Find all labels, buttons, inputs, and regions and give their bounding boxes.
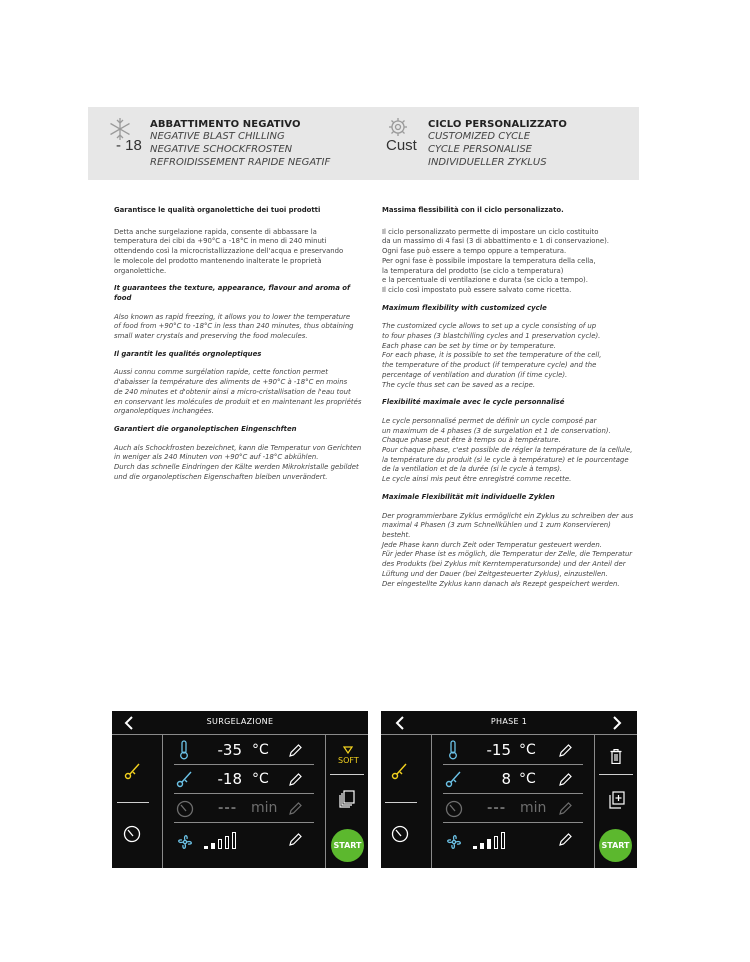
edit-pencil-icon[interactable]	[559, 773, 572, 786]
header-left-de: NEGATIVE SCHOCKFROSTEN	[150, 144, 293, 155]
header-band	[88, 107, 639, 180]
add-phase-icon[interactable]	[609, 791, 625, 809]
time-value: ---	[218, 801, 238, 816]
icon-label: Cust	[386, 137, 417, 154]
header-right-en: CUSTOMIZED CYCLE	[428, 131, 531, 142]
air-temp-value[interactable]: -15	[486, 741, 511, 759]
fan-level-bar	[473, 846, 477, 849]
it-heading: Massima flessibilità con il ciclo personalizzato.	[382, 206, 564, 214]
timer-icon[interactable]	[123, 825, 141, 843]
de-body: Der programmierbare Zyklus ermöglicht ein Zyklus zu schreiben der aus maximal 4 Phasen (3 zum Schnellkühlen und 1 zum Konservieren) besteht. Jede Phase kann durch Zeit oder Temperatur gesteuert werden. Für jeder Phase ist es möglich, die Temperatur der Zelle, die Temperatur des Produkts (bei Zyklus mit Kerntemperatursonde) und der Anteil der Lüftung und der Dauer (bei Zeitgesteuerter Zyklus), einzustellen. Der eingestellte Zyklus kann danach als Rezept gespeichert werden.	[382, 511, 634, 588]
header-left-fr: REFROIDISSEMENT RAPIDE NEGATIF	[150, 157, 331, 168]
icon-label: - 18	[116, 137, 142, 154]
fan-level-bar	[487, 839, 491, 849]
timer-icon	[445, 800, 463, 818]
start-button[interactable]: START	[331, 829, 364, 862]
header-right-title: CICLO PERSONALIZZATO	[428, 119, 567, 130]
core-probe-icon	[176, 770, 194, 788]
en-body: The customized cycle allows to set up a cycle consisting of up to four phases (3 blastchilling cycles and 1 preservation cycle). Each phase can be set by time or by temperature. For each phase, it is possible to set the temperature of the cell, the temperature of the product (if temperature cycle) and the percentage of ventilation and duration (if time cycle). The cycle thus set can be saved as a recipe.	[382, 322, 602, 389]
chevron-right-icon[interactable]	[612, 716, 622, 730]
air-temp-value[interactable]: -35	[217, 741, 242, 759]
edit-pencil-icon[interactable]	[559, 833, 572, 846]
fan-icon	[175, 832, 195, 852]
fan-level-bar	[211, 843, 215, 850]
time-unit: min	[251, 800, 278, 816]
right-text-column	[382, 206, 637, 597]
header-right-fr: CYCLE PERSONALISE	[428, 144, 532, 155]
gear-cust-icon	[384, 115, 428, 159]
start-button[interactable]: START	[599, 829, 632, 862]
fr-body: Le cycle personnalisé permet de définir un cycle composé par un maximum de 4 phases (3 de surgelation et 1 de conservation). Chaque phase peut être à temps ou à température. Pour chaque phase, c'est possible de régler la température de la cellule, la température du produit (si le cycle à température) et le pourcentage de la ventilation et de la durée (si le cycle à temps). Le cycle ainsi mis peut être enregistré comme recette.	[382, 416, 633, 484]
device-screen-surgelazione	[112, 711, 368, 868]
air-temp-unit: °C	[519, 742, 536, 758]
divider	[325, 734, 326, 868]
probe-temp-unit: °C	[252, 771, 269, 787]
fr-body: Aussi connu comme surgélation rapide, cette fonction permet d'abaisser la température des aliments de +90°C à -18°C en moins de 240 minutes et d'obtenir ainsi a micro-cristallisation de l'eau tout en conservant les molécules de produit et en maintenant les propriétés organoleptiques inchangées.	[114, 368, 362, 416]
fan-level-bar	[501, 832, 505, 849]
header-left-title: ABBATTIMENTO NEGATIVO	[150, 119, 301, 130]
de-body: Auch als Schockfrosten bezeichnet, kann die Temperatur von Gerichten in weniger als 240 Minuten von +90°C auf -18°C abkühlen. Durch das schnelle Eindringen der Kälte werden Mikrokristalle gebildet und die organoleptischen Eigenschaften bleiben unverändert.	[114, 443, 362, 481]
divider	[112, 734, 368, 735]
fan-level-bar	[225, 836, 229, 850]
divider	[443, 822, 583, 823]
screen-title: PHASE 1	[490, 717, 528, 726]
snowflake-minus-18-icon	[106, 115, 150, 159]
divider	[431, 734, 432, 868]
time-unit: min	[520, 800, 547, 816]
core-probe-icon	[445, 770, 463, 788]
thermometer-icon	[179, 740, 189, 760]
timer-icon	[176, 800, 194, 818]
fan-level-bar	[204, 846, 208, 849]
fan-speed-bars[interactable]	[204, 832, 244, 849]
fan-level-bar	[480, 843, 484, 850]
divider	[117, 802, 149, 803]
fan-level-bar	[232, 832, 236, 849]
soft-mode-button[interactable]: SOFT	[338, 756, 359, 765]
divider	[330, 774, 364, 775]
fan-level-bar	[218, 839, 222, 849]
en-heading: It guarantees the texture, appearance, flavour and aroma of food	[114, 284, 351, 302]
edit-pencil-icon	[289, 802, 302, 815]
it-heading: Garantisce le qualità organolettiche dei tuoi prodotti	[114, 206, 321, 214]
it-body: Detta anche surgelazione rapida, consente di abbassare la temperatura dei cibi da +90°C a -18°C in meno di 240 minuti ottendendo così la microcristallizzazione dell'acqua e preservando le molecole del prodotto mantenendo inalterate le proprietà organolettiche.	[114, 227, 344, 275]
timer-icon[interactable]	[391, 825, 409, 843]
en-heading: Maximum flexibility with customized cycle	[382, 303, 547, 312]
it-body: Il ciclo personalizzato permette di impostare un ciclo costituito da un massimo di 4 fasi (3 di abbattimento e 1 di conservazione). Ogni fase può essere a tempo oppure a temperatura. Per ogni fase è possibile impostare la temperatura della cella, la temperatura del prodotto (se ciclo a temperatura) e la percentuale di ventilazione e durata (se ciclo a tempo). Il ciclo così impostato può essere salvato come ricetta.	[382, 227, 609, 294]
header-left-en: NEGATIVE BLAST CHILLING	[150, 131, 285, 142]
soft-triangle-icon	[343, 746, 353, 754]
trash-icon[interactable]	[610, 749, 622, 764]
divider	[443, 764, 583, 765]
divider	[174, 764, 314, 765]
fan-speed-bars[interactable]	[473, 832, 513, 849]
de-heading: Garantiert die organoleptischen Eingenschften	[114, 424, 297, 433]
screen-title: SURGELAZIONE	[206, 717, 274, 726]
de-heading: Maximale Flexibilität mit individuelle Zyklen	[382, 492, 555, 501]
fr-heading: Il garantit les qualités orgnoleptiques	[114, 349, 262, 358]
time-value: ---	[487, 801, 507, 816]
edit-pencil-icon	[559, 802, 572, 815]
probe-temp-value[interactable]: 8	[501, 770, 511, 788]
fan-level-bar	[494, 836, 498, 850]
copy-icon[interactable]	[339, 790, 355, 808]
fr-heading: Flexibilité maximale avec le cycle personnalisé	[382, 398, 565, 407]
en-body: Also known as rapid freezing, it allows you to lower the temperature of food from +90°C to -18°C in less than 240 minutes, thus obtaining small water crystals and preserving the food molecules.	[114, 312, 354, 341]
divider	[174, 822, 314, 823]
divider	[162, 734, 163, 868]
divider	[594, 734, 595, 868]
fan-icon	[444, 832, 464, 852]
probe-temp-unit: °C	[519, 771, 536, 787]
probe-icon[interactable]	[124, 761, 142, 781]
edit-pencil-icon[interactable]	[289, 773, 302, 786]
thermometer-icon	[448, 740, 458, 760]
header-right-de: INDIVIDUELLER ZYKLUS	[428, 157, 547, 168]
divider	[443, 793, 583, 794]
edit-pencil-icon[interactable]	[289, 833, 302, 846]
divider	[381, 734, 637, 735]
divider	[174, 793, 314, 794]
device-screen-phase-1	[381, 711, 637, 868]
divider	[599, 774, 633, 775]
edit-pencil-icon[interactable]	[289, 744, 302, 757]
edit-pencil-icon[interactable]	[559, 744, 572, 757]
air-temp-unit: °C	[252, 742, 269, 758]
probe-icon[interactable]	[391, 761, 409, 781]
probe-temp-value[interactable]: -18	[217, 770, 242, 788]
divider	[385, 802, 417, 803]
left-text-column	[114, 206, 369, 490]
